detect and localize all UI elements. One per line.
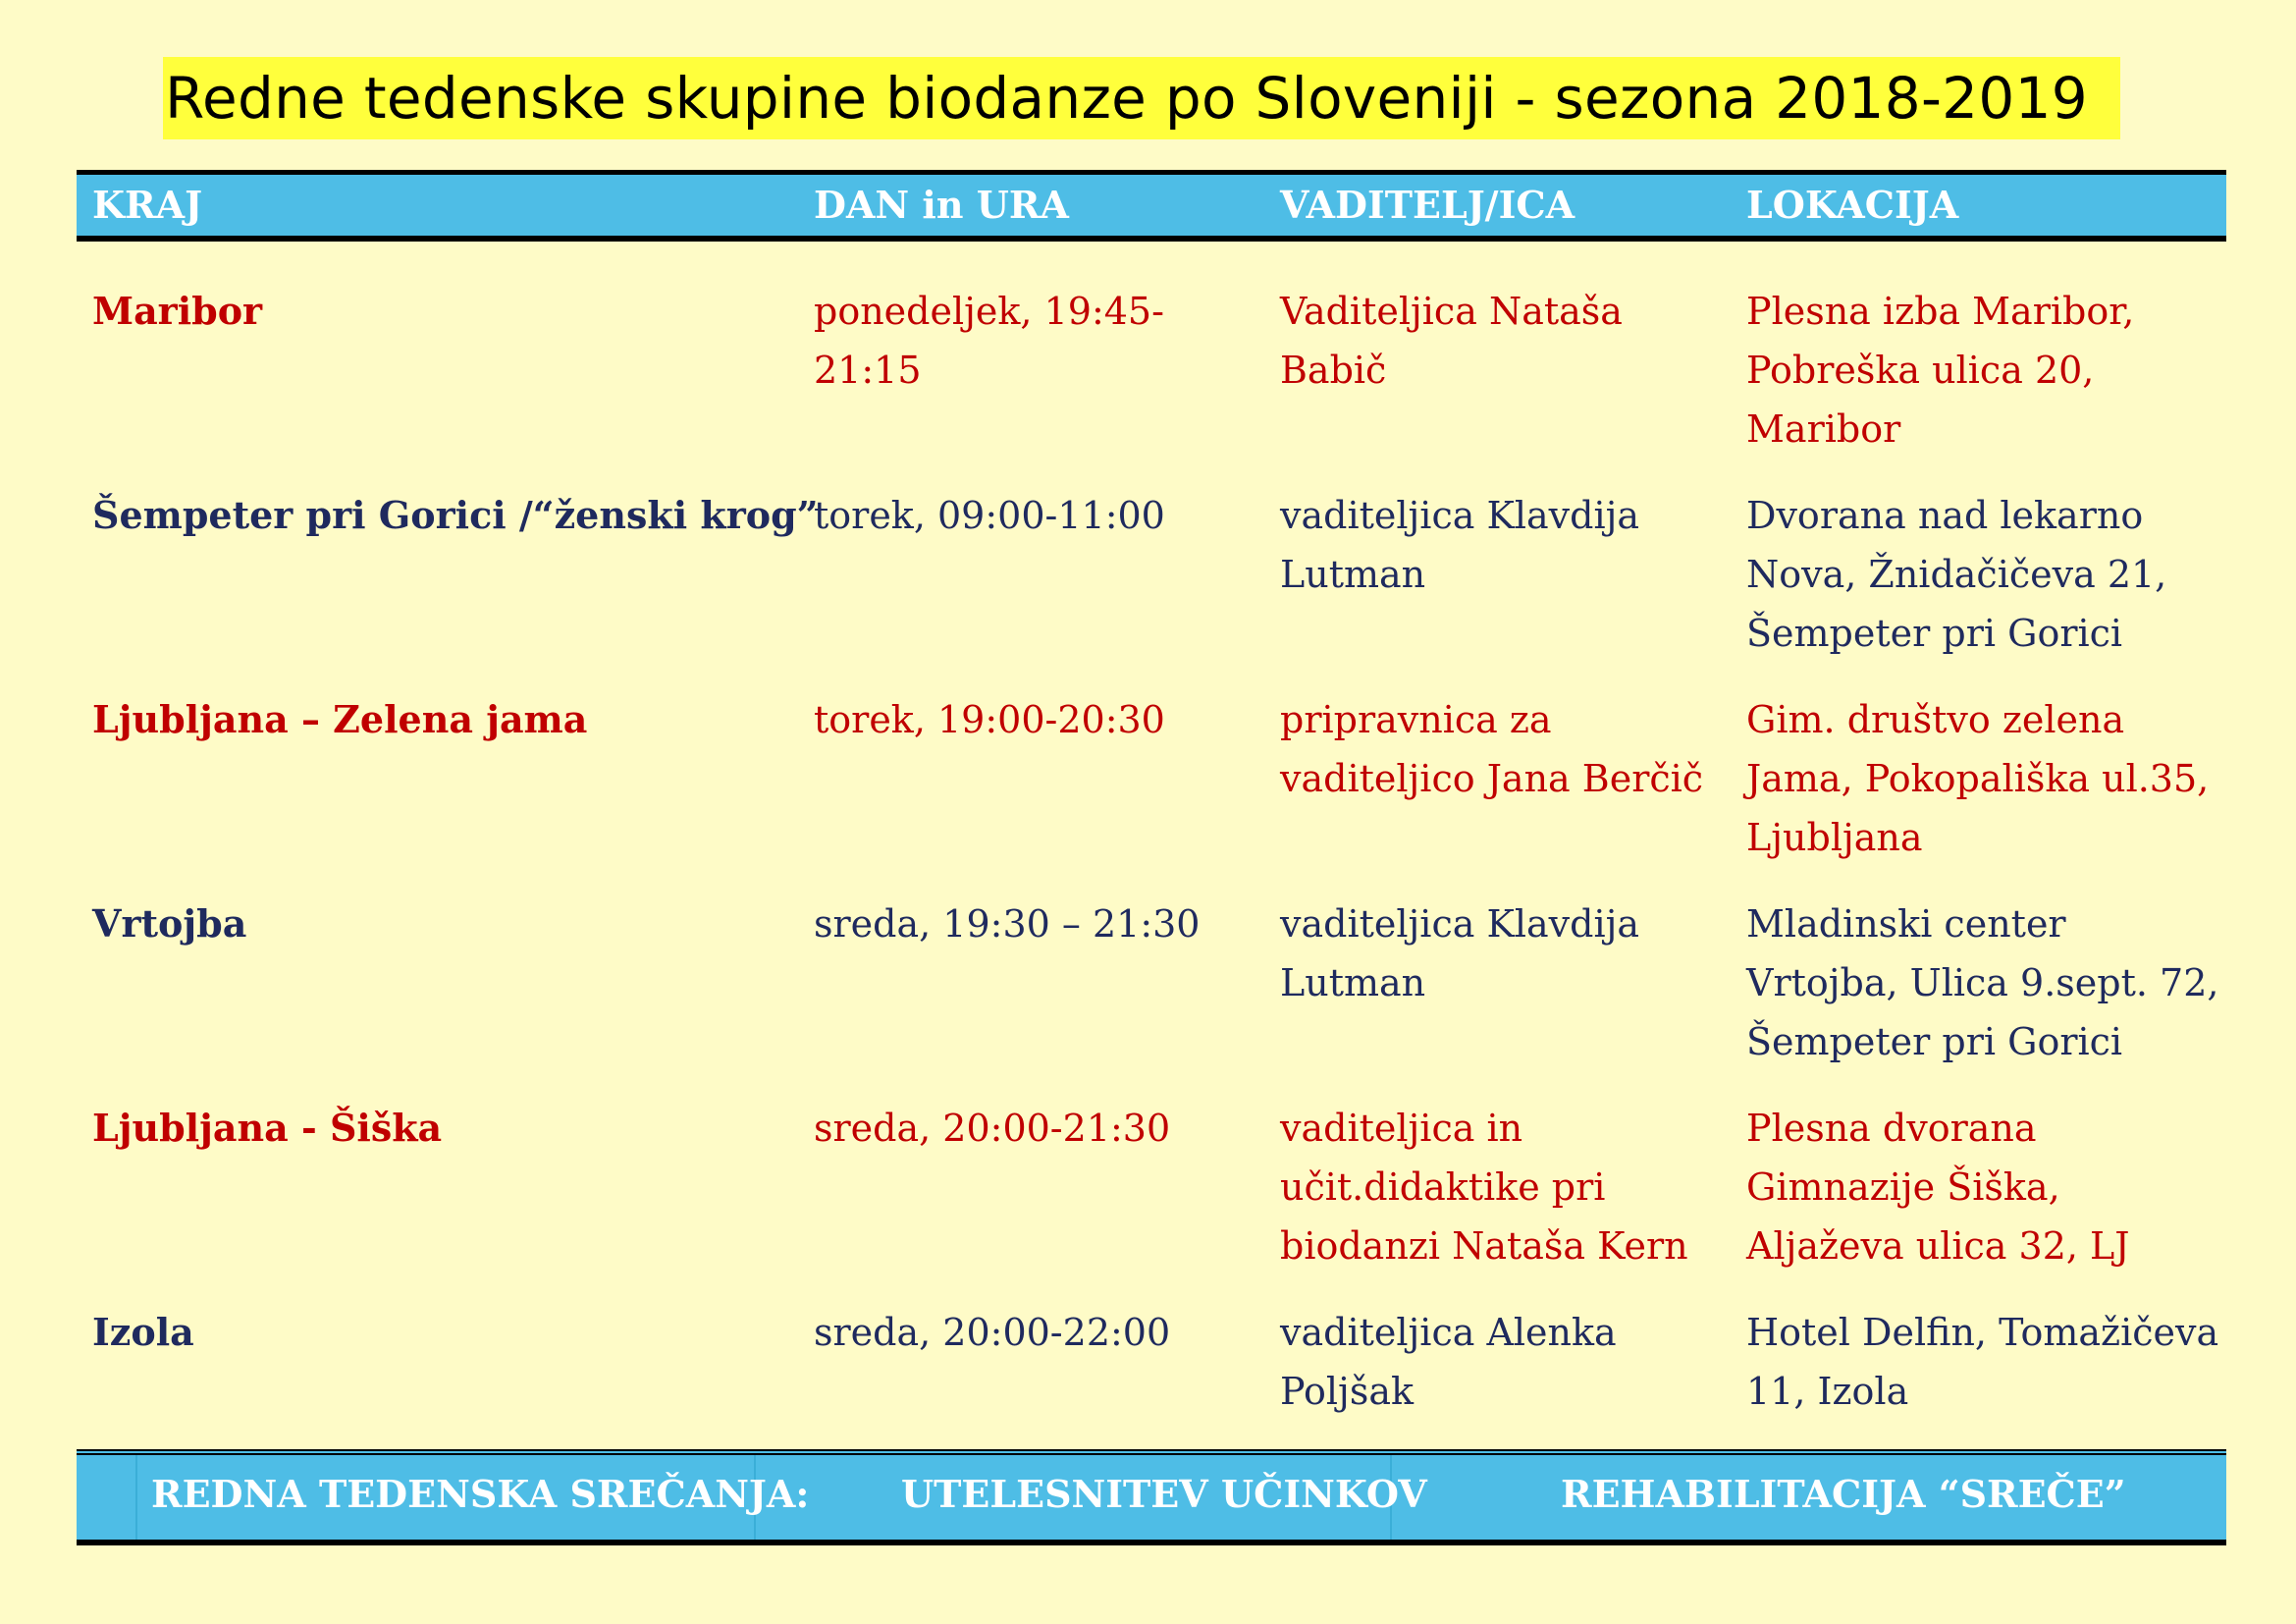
cell-kraj: Izola [92, 1310, 194, 1354]
cell-kraj: Ljubljana – Zelena jama [92, 697, 588, 741]
cell-vaditelj: pripravnica za vaditeljico Jana Berčič [1280, 698, 1704, 800]
cell-dan-in-ura: sreda, 19:30 – 21:30 [814, 902, 1201, 946]
header-vaditelj: VADITELJ/ICA [1280, 183, 1575, 227]
table-header [77, 170, 2226, 242]
cell-lokacija: Dvorana nad lekarno Nova, Žnidačičeva 21, Šempeter pri Gorici [1746, 494, 2167, 655]
footer-left-text: REDNA TEDENSKA SREČANJA: [151, 1472, 810, 1516]
cell-vaditelj: vaditeljica Klavdija Lutman [1280, 902, 1640, 1004]
cell-kraj: Šempeter pri Gorici /“ženski krog” [92, 493, 819, 537]
cell-dan-in-ura: sreda, 20:00-22:00 [814, 1311, 1171, 1354]
footer-middle-text: UTELESNITEV UČINKOV [901, 1472, 1427, 1516]
cell-lokacija: Mladinski center Vrtojba, Ulica 9.sept. 72, Šempeter pri Gorici [1746, 902, 2219, 1063]
cell-dan-in-ura: sreda, 20:00-21:30 [814, 1107, 1171, 1150]
cell-vaditelj: vaditeljica in učit.didaktike pri biodanzi Nataša Kern [1280, 1107, 1688, 1268]
cell-kraj: Maribor [92, 289, 263, 333]
header-lokacija: LOKACIJA [1746, 183, 1959, 227]
cell-lokacija: Gim. društvo zelena Jama, Pokopališka ul.35, Ljubljana [1746, 698, 2210, 859]
schedule-table [77, 170, 2226, 1413]
footer-right-text: REHABILITACIJA “SREČE” [1561, 1472, 2126, 1516]
cell-vaditelj: vaditeljica Klavdija Lutman [1280, 494, 1640, 596]
footer-divider [135, 1455, 137, 1540]
cell-vaditelj: vaditeljica Alenka Poljšak [1280, 1311, 1617, 1413]
cell-dan-in-ura: torek, 19:00-20:30 [814, 698, 1165, 741]
header-dan-in-ura: DAN in URA [814, 183, 1069, 227]
cell-dan-in-ura: ponedeljek, 19:45-21:15 [814, 290, 1164, 392]
header-kraj: KRAJ [92, 183, 203, 227]
cell-lokacija: Plesna dvorana Gimnazije Šiška, Aljaževa ulica 32, LJ [1746, 1107, 2130, 1268]
cell-dan-in-ura: torek, 09:00-11:00 [814, 494, 1165, 537]
cell-lokacija: Hotel Delfin, Tomažičeva 11, Izola [1746, 1311, 2219, 1413]
cell-kraj: Ljubljana - Šiška [92, 1106, 443, 1150]
cell-lokacija: Plesna izba Maribor, Pobreška ulica 20, Maribor [1746, 290, 2135, 451]
page-title: Redne tedenske skupine biodanze po Sloveniji - sezona 2018-2019 [163, 57, 2120, 139]
cell-kraj: Vrtojba [92, 901, 247, 946]
cell-vaditelj: Vaditeljica Nataša Babič [1280, 290, 1623, 392]
footer-banner [77, 1449, 2226, 1545]
